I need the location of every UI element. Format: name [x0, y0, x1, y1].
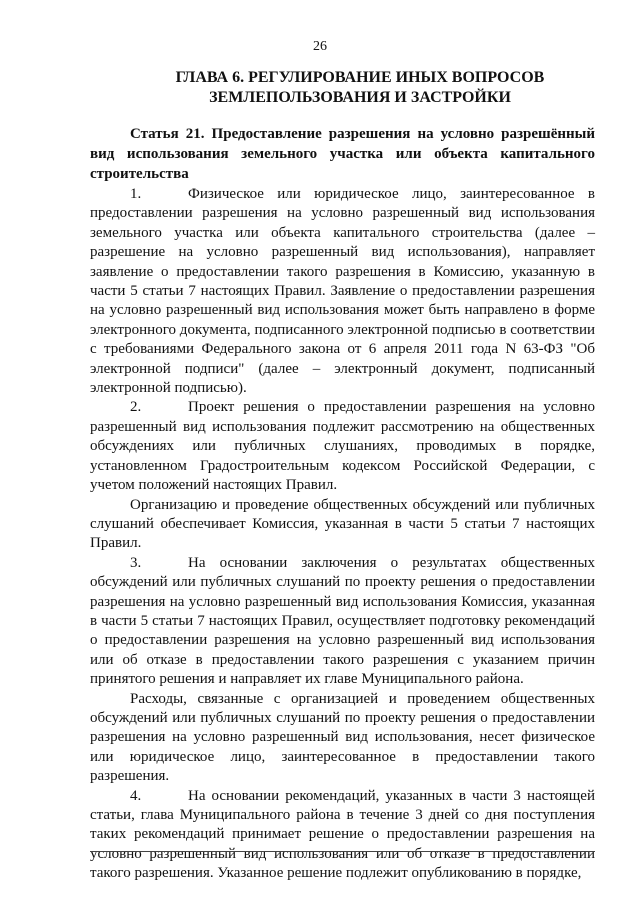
- paragraph-2: [90, 398, 595, 495]
- paragraph-number: 2.: [130, 399, 142, 416]
- paragraph-text: Проект решения о предоставлении разрешения на условно разрешенный вид использования подлежит рассмотрению на общественных обсуждениях или публичных слушаниях, проводимых в порядке, установленном Градостроительным кодексом Российской Федерации, с учетом положений настоящих Правил.: [90, 399, 595, 494]
- paragraph-4: [90, 787, 595, 884]
- paragraph-text: Расходы, связанные с организацией и проведением общественных обсуждений или публичных слушаний по проекту решения о предоставлении разрешения на условно разрешенный вид использования, несет физическое или юридическое лицо, заинтересованное в предоставлении такого разрешения.: [90, 690, 595, 785]
- paragraph-text: Физическое или юридическое лицо, заинтересованное в предоставлении разрешения на условно разрешенный вид использования земельного участка или объекта капитального строительства (далее – разрешение на условно разрешенный вид использования), направляет заявление о предоставлении такого разрешения в Комиссию, указанную в части 5 статьи 7 настоящих Правил. Заявление о предоставлении разрешения на условно разрешенный вид использования может быть направлено в форме электронного документа, подписанного электронной подписью в соответствии с требованиями Федерального закона от 6 апреля 2011 года N 63-ФЗ "Об электронной подписи" (далее – электронный документ, подписанный электронной подписью).: [90, 186, 595, 397]
- footer-divider: [90, 851, 595, 852]
- article-title: Статья 21. Предоставление разрешения на условно разрешённый вид использования земельного участка или объекта капитального строительства: [90, 126, 595, 182]
- paragraph-text: На основании рекомендаций, указанных в части 3 настоящей статьи, глава Муниципального района в течение 3 дней со дня поступления таких рекомендаций принимает решение о предоставлении разрешения на условно разрешенный вид использования или об отказе в предоставлении такого разрешения. Указанное решение подлежит опубликованию в порядке,: [90, 787, 595, 882]
- chapter-title-line-2: ЗЕМЛЕПОЛЬЗОВАНИЯ И ЗАСТРОЙКИ: [209, 89, 511, 106]
- paragraph-text: На основании заключения о результатах общественных обсуждений или публичных слушаний по проекту решения о предоставлении разрешения на условно разрешенный вид использования Комиссия, указанная в части 5 статьи 7 настоящих Правил, осуществляет подготовку рекомендаций о предоставлении разрешения на условно разрешенный вид использования или об отказе в предоставлении такого разрешения с указанием причин принятого решения и направляет их главе Муниципального района.: [90, 554, 595, 688]
- chapter-title-line-1: ГЛАВА 6. РЕГУЛИРОВАНИЕ ИНЫХ ВОПРОСОВ: [175, 69, 545, 86]
- paragraph-3: [90, 554, 595, 690]
- paragraph-number: 3.: [130, 554, 142, 571]
- paragraph-1: [90, 185, 595, 398]
- paragraph-number: 1.: [130, 186, 142, 202]
- paragraph-number: 4.: [130, 787, 142, 804]
- paragraph-3-continuation: [90, 690, 595, 787]
- chapter-title: [90, 68, 630, 108]
- page-number: 26: [313, 39, 327, 54]
- paragraph-2-continuation: [90, 496, 595, 554]
- article-body: [90, 185, 595, 884]
- paragraph-text: Организацию и проведение общественных обсуждений или публичных слушаний обеспечивает Комиссия, указанная в части 5 статьи 7 настоящих Правил.: [90, 496, 595, 552]
